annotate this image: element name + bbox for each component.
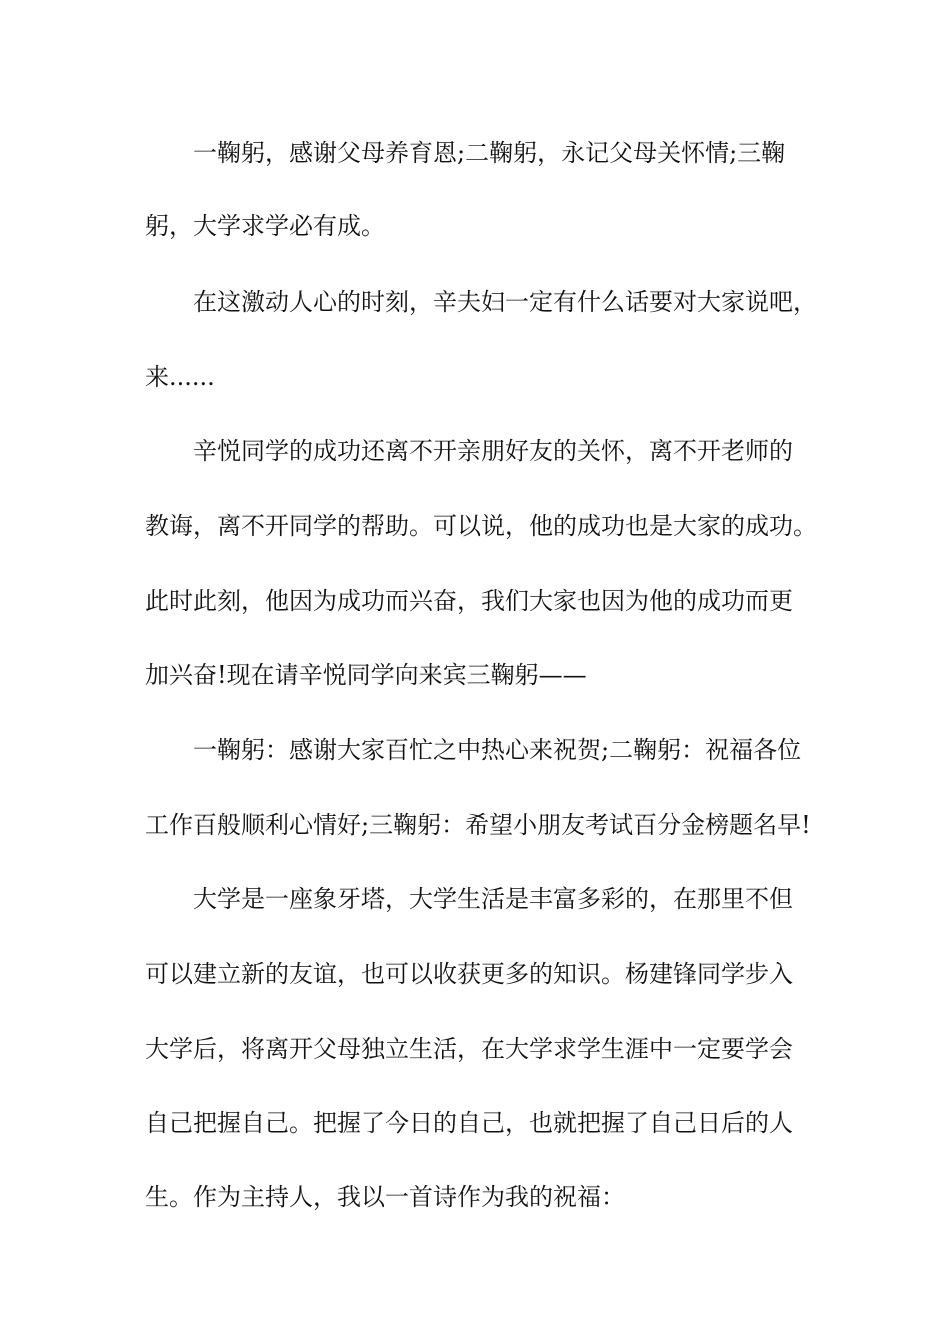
text-line: 来...... — [145, 363, 215, 391]
text-line: 工作百般顺利心情好;三鞠躬：希望小朋友考试百分金榜题名早! — [145, 811, 811, 839]
text-line: 一鞠躬：感谢大家百忙之中热心来祝贺;二鞠躬：祝福各位 — [193, 736, 802, 764]
text-line: 加兴奋!现在请辛悦同学向来宾三鞠躬—— — [145, 661, 587, 689]
text-line: 此时此刻，他因为成功而兴奋，我们大家也因为他的成功而更 — [145, 587, 793, 615]
text-line: 自己把握自己。把握了今日的自己，也就把握了自己日后的人 — [145, 1109, 793, 1137]
text-line: 在这激动人心的时刻，辛夫妇一定有什么话要对大家说吧， — [193, 288, 817, 316]
text-line: 大学是一座象牙塔，大学生活是丰富多彩的，在那里不但 — [193, 885, 793, 913]
text-line: 辛悦同学的成功还离不开亲朋好友的关怀，离不开老师的 — [193, 437, 793, 465]
text-line: 躬，大学求学必有成。 — [145, 212, 385, 240]
text-line: 生。作为主持人，我以一首诗作为我的祝福： — [145, 1183, 625, 1211]
text-line: 教诲，离不开同学的帮助。可以说，他的成功也是大家的成功。 — [145, 512, 817, 540]
text-line: 大学后，将离开父母独立生活，在大学求学生涯中一定要学会 — [145, 1035, 793, 1063]
text-line: 可以建立新的友谊，也可以收获更多的知识。杨建锋同学步入 — [145, 960, 793, 988]
text-line: 一鞠躬，感谢父母养育恩;二鞠躬，永记父母关怀情;三鞠 — [193, 139, 786, 167]
